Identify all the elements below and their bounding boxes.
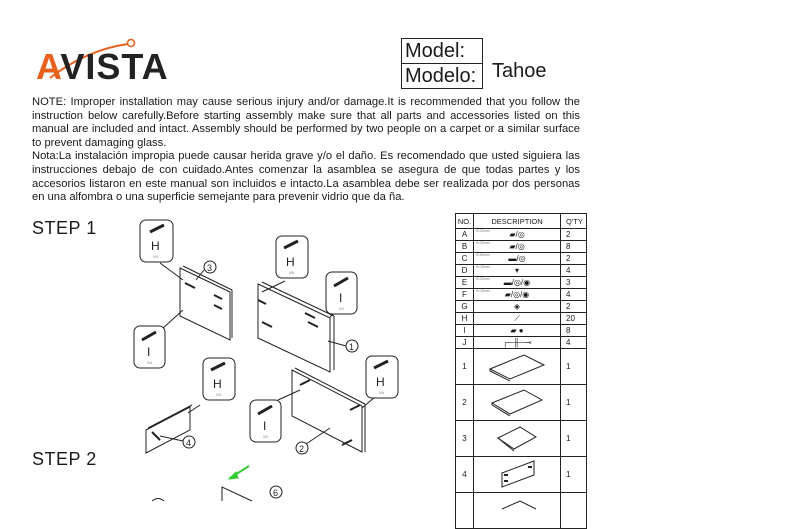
model-value: Tahoe [492, 60, 547, 82]
panel-3-icon [482, 423, 552, 453]
hinge-bracket-icon: ┌─╫─⊸ [502, 338, 532, 347]
table-row: 2 1 [456, 385, 587, 421]
svg-text:H: H [376, 375, 385, 389]
svg-text:H: H [286, 255, 295, 269]
panel-2-icon [482, 387, 552, 417]
panel-1-icon [482, 351, 552, 381]
logo-letter-a: A [36, 46, 61, 87]
header-no: NO. [456, 214, 474, 229]
panel-3-drawing [160, 261, 232, 340]
table-row: I ▰ ● 8 [456, 325, 587, 337]
callout-i-2 [326, 272, 357, 314]
panel-number-6: 6 [273, 488, 279, 498]
parts-table [455, 213, 587, 529]
table-row: 4 1 [456, 457, 587, 493]
bolt-washer-nut-icon: ▬/◎/◉ [503, 278, 531, 287]
step-2-drawing [152, 466, 282, 501]
long-bolt-washer-icon: ▬/◎ [508, 254, 526, 263]
svg-text:H: H [151, 239, 160, 253]
table-row-partial [456, 493, 587, 529]
svg-text:X2: X2 [263, 434, 268, 439]
callout-i-1 [134, 326, 165, 368]
table-row: J ┌─╫─⊸ 4 [456, 337, 587, 349]
svg-text:I: I [339, 291, 343, 305]
callout-i-3 [250, 400, 281, 442]
table-row: E 6×30mm ▬/◎/◉ 3 [456, 277, 587, 289]
callout-h-1 [140, 220, 173, 262]
table-row: B 6×30mm ▰/◎ 8 [456, 241, 587, 253]
table-row: G ◈ 2 [456, 301, 587, 313]
callout-h-4 [366, 356, 398, 398]
logo-letters-vista: VISTA [60, 46, 169, 87]
note-spanish: Nota:La instalación impropia puede causar herida grave y/o el daño. Es recomendado que usted siguiera las instrucciones debajo de con cuidado.Antes comenzar la asamblea se asegura de que todas partes y los accesorios listaron en este manual son incluidos e intacto.La asamblea debe ser realizada por dos personas en una alfombra o una superficie semejante para prevenir vidrio que da ña. [32, 150, 580, 204]
panel-number-3: 3 [207, 263, 213, 273]
panel-4-drawing [146, 405, 200, 453]
model-label: Model: [401, 38, 483, 64]
panel-2-drawing [278, 368, 375, 454]
table-row: D 6×15mm ▾ 4 [456, 265, 587, 277]
svg-text:H: H [213, 377, 222, 391]
table-row: 1 1 [456, 349, 587, 385]
table-row: C 6×60mm ▬/◎ 2 [456, 253, 587, 265]
parts-table-header [456, 214, 587, 229]
callout-h-2 [276, 236, 308, 278]
table-row: 3 1 [456, 421, 587, 457]
svg-text:X6: X6 [289, 270, 294, 275]
screw-washer-nut-icon: ▰/◎/◉ [504, 290, 530, 299]
panel-4-icon [482, 459, 552, 489]
bolt-washer-icon: ▰/◎ [509, 230, 525, 239]
table-row: A 6×30mm ▰/◎ 2 [456, 229, 587, 241]
panel-5-icon [482, 495, 552, 525]
table-row: F 6×15mm ▰/◎/◉ 4 [456, 289, 587, 301]
svg-text:X2: X2 [339, 306, 344, 311]
wood-dowel-icon: ⟋ [514, 313, 520, 323]
panel-number-1: 1 [349, 342, 355, 352]
svg-text:X4: X4 [153, 254, 158, 259]
svg-text:I: I [147, 345, 151, 359]
note-english: NOTE: Improper installation may cause serious injury and/or damage.It is recommended that you follow the instruction below carefully.Before starting assembly make sure that all parts and accessories listed on this manual are included and intact. Assembly should be performed by two people on a carpet or a similar surface to prevent damaging glass. [32, 96, 580, 149]
svg-text:X4: X4 [147, 360, 152, 365]
cam-pin-icon: ◈ [513, 302, 521, 311]
header-qty: Q'TY [561, 214, 587, 229]
modelo-label: Modelo: [401, 64, 483, 89]
cam-bolt-lock-icon: ▰ ● [510, 326, 524, 335]
svg-text:I: I [263, 419, 267, 433]
step-2-label: STEP 2 [32, 449, 97, 469]
bolt-washer-icon: ▰/◎ [509, 242, 525, 251]
panel-number-4: 4 [186, 438, 192, 448]
header-description: DESCRIPTION [474, 214, 561, 229]
panel-number-2: 2 [299, 444, 305, 454]
callout-h-3 [203, 358, 235, 400]
step-1-label: STEP 1 [32, 218, 97, 238]
table-row: H ⟋ 20 [456, 313, 587, 325]
svg-text:X4: X4 [216, 392, 221, 397]
short-screw-icon: ▾ [514, 266, 519, 275]
svg-text:X6: X6 [379, 390, 384, 395]
